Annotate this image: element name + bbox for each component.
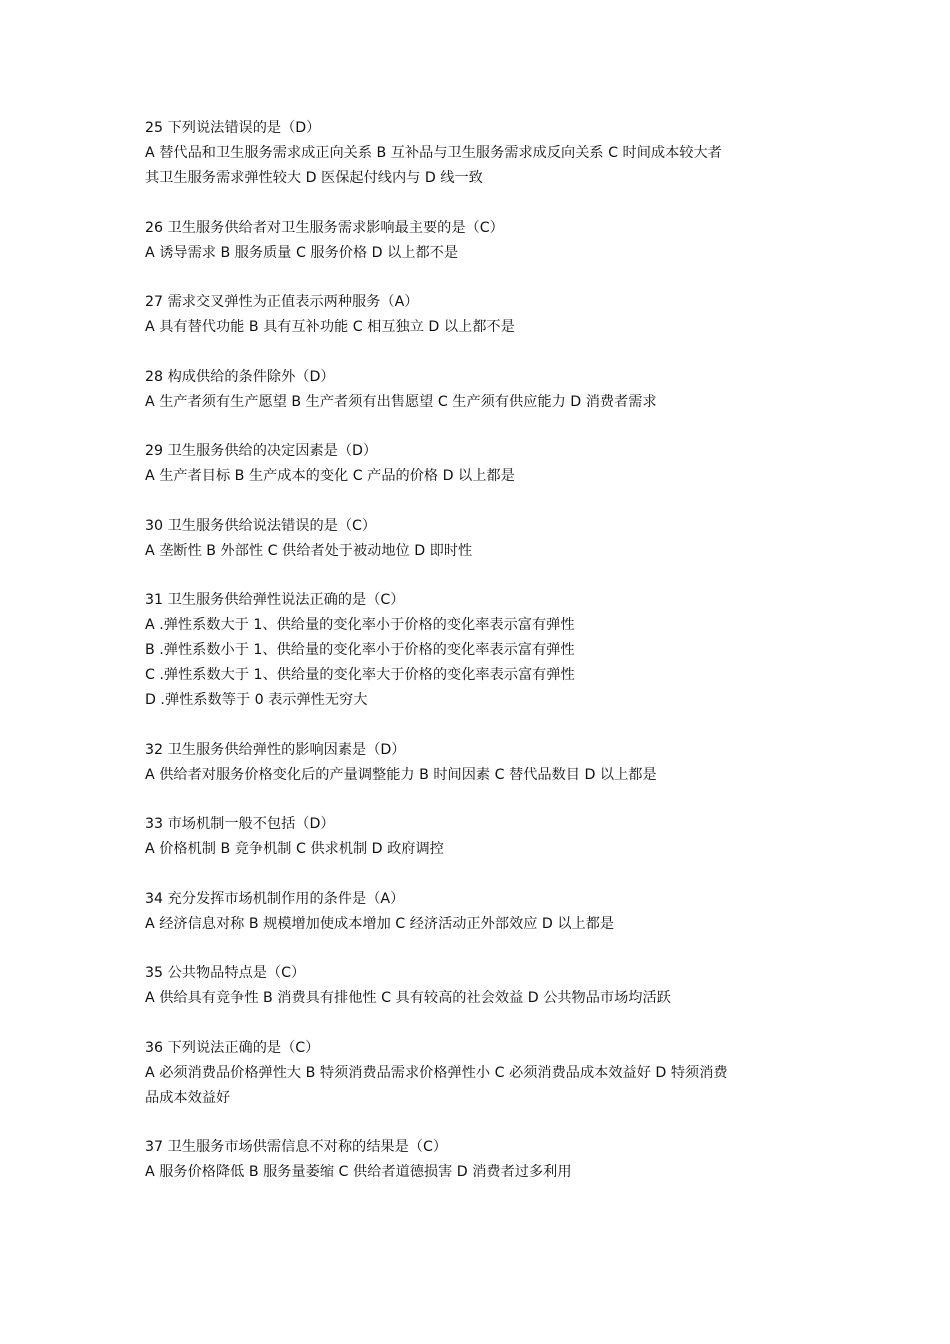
question-34 xyxy=(145,887,815,937)
question-options: A 替代品和卫生服务需求成正向关系 B 互补品与卫生服务需求成反向关系 C 时间成本较大者 xyxy=(145,145,722,161)
question-option-a: A .弹性系数大于 1、供给量的变化率小于价格的变化率表示富有弹性 xyxy=(145,617,575,633)
question-30 xyxy=(145,514,815,564)
question-options: 品成本效益好 xyxy=(145,1089,231,1106)
question-options: A 供给者对服务价格变化后的产量调整能力 B 时间因素 C 替代品数目 D 以上都是 xyxy=(145,766,657,783)
question-33 xyxy=(145,812,815,862)
question-stem: 25 下列说法错误的是（D） xyxy=(145,120,321,136)
question-options: A 必须消费品价格弹性大 B 特须消费品需求价格弹性小 C 必须消费品成本效益好 D 特须消费 xyxy=(145,1064,728,1081)
question-36 xyxy=(145,1036,815,1111)
question-options: A 具有替代功能 B 具有互补功能 C 相互独立 D 以上都不是 xyxy=(145,319,515,335)
question-options: A 服务价格降低 B 服务量萎缩 C 供给者道德损害 D 消费者过多利用 xyxy=(145,1164,572,1180)
question-stem: 35 公共物品特点是（C） xyxy=(145,965,306,981)
question-options: A 垄断性 B 外部性 C 供给者处于被动地位 D 即时性 xyxy=(145,542,473,559)
question-26 xyxy=(145,216,815,266)
question-stem: 37 卫生服务市场供需信息不对称的结果是（C） xyxy=(145,1139,448,1155)
question-options: A 生产者须有生产愿望 B 生产者须有出售愿望 C 生产须有供应能力 D 消费者需求 xyxy=(145,393,657,410)
question-stem: 29 卫生服务供给的决定因素是（D） xyxy=(145,443,378,459)
question-stem: 31 卫生服务供给弹性说法正确的是（C） xyxy=(145,592,405,608)
question-stem: 34 充分发挥市场机制作用的条件是（A） xyxy=(145,890,405,907)
question-stem: 28 构成供给的条件除外（D） xyxy=(145,368,335,385)
question-stem: 33 市场机制一般不包括（D） xyxy=(145,816,335,832)
question-options: A 诱导需求 B 服务质量 C 服务价格 D 以上都不是 xyxy=(145,244,459,261)
question-stem: 30 卫生服务供给说法错误的是（C） xyxy=(145,517,377,534)
question-options: A 经济信息对称 B 规模增加使成本增加 C 经济活动正外部效应 D 以上都是 xyxy=(145,915,615,932)
document-page xyxy=(145,116,815,1210)
question-stem: 26 卫生服务供给者对卫生服务需求影响最主要的是（C） xyxy=(145,219,504,236)
question-stem: 32 卫生服务供给弹性的影响因素是（D） xyxy=(145,741,406,758)
question-option-c: C .弹性系数大于 1、供给量的变化率大于价格的变化率表示富有弹性 xyxy=(145,667,575,683)
question-options: A 生产者目标 B 生产成本的变化 C 产品的价格 D 以上都是 xyxy=(145,468,515,484)
question-stem: 36 下列说法正确的是（C） xyxy=(145,1039,320,1056)
question-32 xyxy=(145,738,815,788)
question-27 xyxy=(145,290,815,340)
question-29 xyxy=(145,439,815,489)
question-options: A 供给具有竞争性 B 消费具有排他性 C 具有较高的社会效益 D 公共物品市场均活跃 xyxy=(145,990,671,1006)
question-28 xyxy=(145,365,815,415)
question-options: A 价格机制 B 竞争机制 C 供求机制 D 政府调控 xyxy=(145,841,444,857)
question-stem: 27 需求交叉弹性为正值表示两种服务（A） xyxy=(145,294,419,310)
question-option-b: B .弹性系数小于 1、供给量的变化率小于价格的变化率表示富有弹性 xyxy=(145,642,575,658)
question-options: 其卫生服务需求弹性较大 D 医保起付线内与 D 线一致 xyxy=(145,170,483,186)
question-option-d: D .弹性系数等于 0 表示弹性无穷大 xyxy=(145,692,368,708)
question-37 xyxy=(145,1135,815,1185)
question-35 xyxy=(145,961,815,1011)
question-25 xyxy=(145,116,815,191)
question-31 xyxy=(145,588,815,713)
